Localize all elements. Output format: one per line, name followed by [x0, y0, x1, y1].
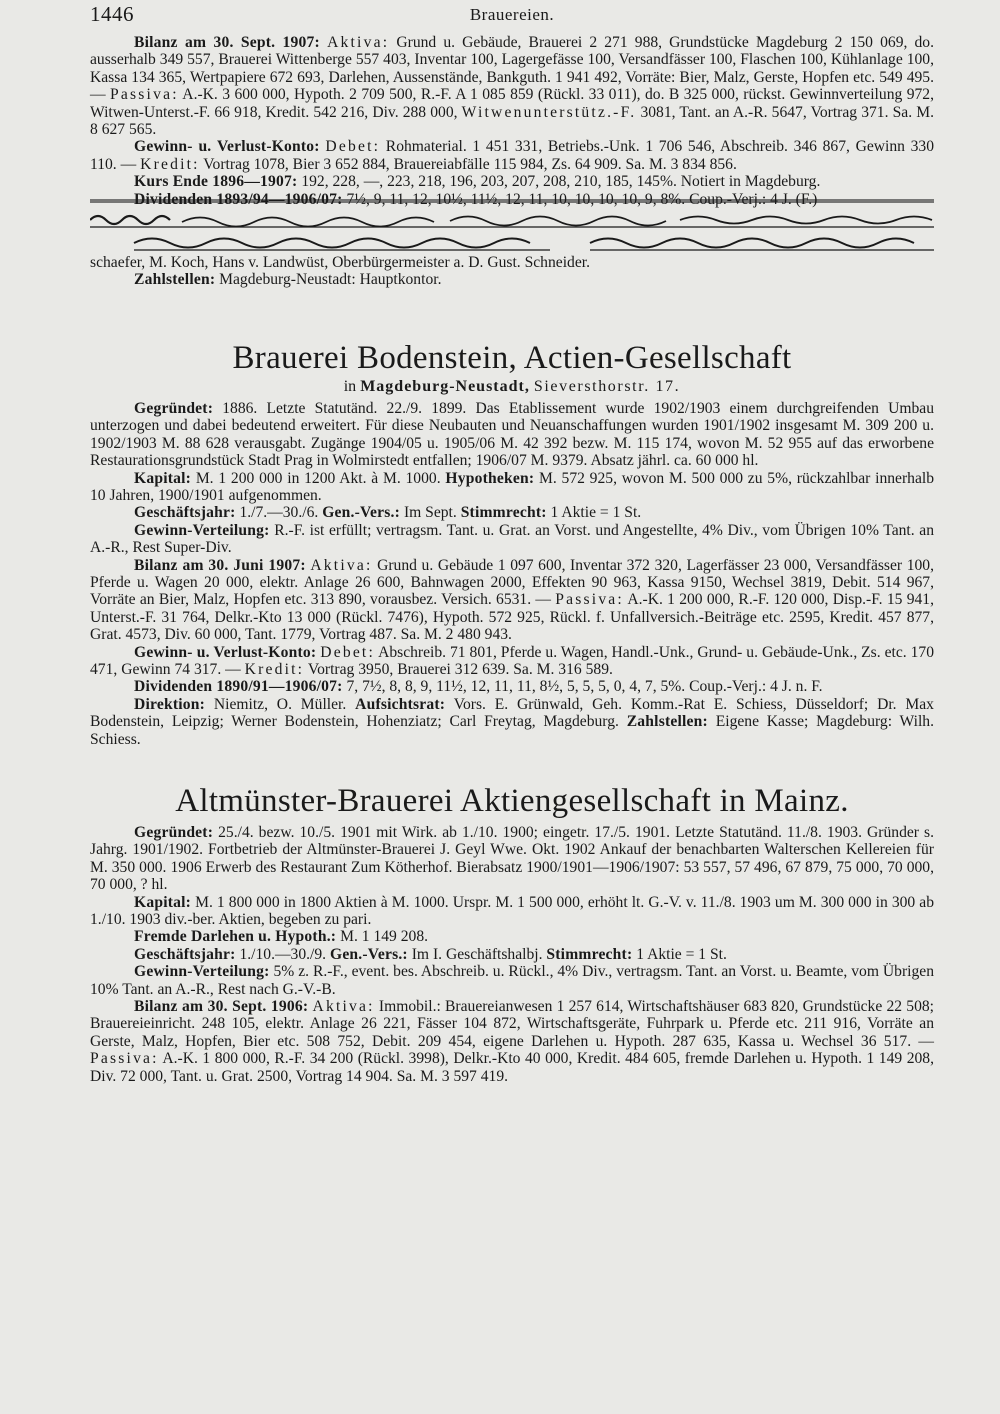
top-gewinn-label: Gewinn- u. Verlust-Konto: — [134, 138, 320, 156]
altmuenster-bilanz-text-2: A.-K. 1 800 000, R.-F. 34 200 (Rückl. 3998), Delkr.-Kto 40 000, Kredit. 484 605, fremde Darlehen u. Hypoth. 1 149 208, Div. 72 000, Tant. u. Grat. 2500, Vortrag 14 904. Sa. M. 3 597 419. — [90, 1050, 934, 1085]
altmuenster-kapital — [90, 894, 934, 929]
running-head — [90, 0, 934, 34]
altmuenster-gewinnverteilung — [90, 963, 934, 998]
bodenstein-zahlstellen-label: Zahlstellen: — [626, 713, 708, 731]
top-entry — [90, 34, 934, 289]
bodenstein-dividenden — [90, 678, 934, 695]
bodenstein-genvers-label: Gen.-Vers.: — [322, 504, 401, 522]
bodenstein-subtitle-in: in — [343, 377, 357, 395]
bodenstein-gegruendet-label: Gegründet: — [134, 399, 214, 417]
altmuenster-gewinnverteilung-text: 5% z. R.-F., event. bes. Abschreib. u. Rückl., 4% Div., vertragsm. Tant. an Vorst. u. Beamte, vom Übrigen 10% Tant. an A.-R., Rest nach G.-V.-B. — [90, 963, 934, 998]
bodenstein-stimmrecht-label: Stimmrecht: — [460, 504, 547, 522]
altmuenster-title: Altmünster-Brauerei Aktiengesellschaft in Mainz. — [175, 783, 849, 819]
altmuenster-bilanz-text-1: Immobil.: Brauereianwesen 1 257 614, Wirtschaftshäuser 683 820, Grundstücke 22 508; Brauereieinricht. 248 105, elektr. Anlage 26 221, Fässer 104 872, Wirtschaftsgeräte, Fuhrpark u. Pferde etc. 211 916, Vorräte an Gerste, Malz, Hopfen, Bier etc. 508 752, Debit. 209 454, eigene Darlehen u. Hypoth. 287 635, Kassa u. Wechsel 36 517. — — [90, 998, 934, 1050]
print-damage-strike — [90, 199, 934, 203]
bodenstein-gegruendet-text: 1886. Letzte Statutänd. 22./9. 1899. Das Etablissement wurde 1902/1903 einem durchgreifenden Umbau unterzogen und dabei bedeutend erweitert. Für diese Neubauten und Neuanschaffungen wurden 1901/1902 insgesamt M. 309 200 u. 1902/1903 M. 88 628 verausgabt. Zugänge 1904/05 u. 1905/06 M. 42 392 bezw. M. 115 174, wovon M. 52 955 auf das erworbene Restaurationsgrundstück Stadt Prag in Wolmirstedt entfallen; 1906/07 M. 9379. Absatz jährl. ca. 60 000 hl. — [90, 399, 934, 470]
altmuenster-passiva-label: Passiva: — [90, 1050, 159, 1068]
top-bilanz-witwen: Witwenunterstütz.-F. — [461, 103, 637, 121]
bodenstein-hypotheken-label: Hypotheken: — [445, 469, 535, 487]
top-dividenden-paragraph — [90, 191, 934, 208]
altmuenster-stimmrecht-label: Stimmrecht: — [546, 945, 633, 963]
altmuenster-fremde-darlehen — [90, 928, 934, 945]
section-gap-2 — [90, 748, 934, 782]
bodenstein-bilanz-text-2: A.-K. 1 200 000, R.-F. 120 000, Disp.-F. 15 941, Unterst.-F. 31 764, Delkr.-Kto 13 000 (Rückl. 7476), Hypoth. 572 925, Rückl. f. Unfallversich.-Beiträge etc. 2595, Kredit. 457 877, Grat. 4573, Div. 60 000, Tant. 1779, Vortrag 487. Sa. M. 2 480 943. — [90, 591, 934, 644]
altmuenster-fremde-label: Fremde Darlehen u. Hypoth.: — [134, 928, 337, 946]
bodenstein-kapital — [90, 470, 934, 505]
top-gewinn-kredit-label: Kredit: — [140, 155, 200, 173]
bodenstein-zahlstellen-text: Eigene Kasse; Magdeburg: Wilh. Schiess. — [90, 713, 934, 748]
bodenstein-geschaeftsjahr — [90, 504, 934, 521]
bodenstein-gewinn-text-1: Abschreib. 71 801, Pferde u. Wagen, Handl.-Unk., Grund- u. Gebäude-Unk., Zs. etc. 170 471, Gewinn 74 317. — — [90, 643, 935, 678]
bodenstein-kapital-text: M. 1 200 000 in 1200 Akt. à M. 1000. — [191, 469, 446, 487]
bodenstein-aktiva-label: Aktiva: — [310, 556, 373, 574]
altmuenster-gegruendet — [90, 824, 934, 894]
top-gewinn-debet-label: Debet: — [325, 138, 381, 156]
bodenstein-direktion — [90, 696, 934, 748]
top-bilanz-text-2: A.-K. 3 600 000, Hypoth. 2 709 500, R.-F. A 1 085 859 (Rückl. 33 011), do. B 325 000, rückst. Gewinnverteilung 972, Witwen-Unterst.-F. 66 918, Kredit. 542 216, Div. 288 000, — [90, 86, 934, 121]
bodenstein-genvers-text: Im Sept. — [400, 504, 461, 522]
top-kurs-text: 192, 228, —, 223, 218, 196, 203, 207, 208, 210, 185, 145%. Notiert in Magdeburg. — [297, 173, 821, 191]
illegible-print-mark-2 — [90, 232, 934, 252]
altmuenster-bilanz — [90, 998, 934, 1085]
bodenstein-direktion-text: Niemitz, O. Müller. — [205, 695, 356, 713]
top-zahlstellen-text: Magdeburg-Neustadt: Hauptkontor. — [215, 271, 442, 289]
bodenstein-bilanz-text-1: Grund u. Gebäude 1 097 600, Inventar 372 320, Lagerfässer 23 000, Versandfässer 100, Pferde u. Wagen 20 000, elektr. Anlage 26 600, Bahnwagen 2000, Effekten 90 963, Kassa 9150, Wechsel 3819, Debit. 514 967, Vorräte an Bier, Malz, Hopfen etc. 313 890, vorausbez. Versich. 6531. — — [90, 556, 934, 609]
altmuenster-gewinnverteilung-label: Gewinn-Verteilung: — [134, 963, 270, 981]
bodenstein-gewinn-label: Gewinn- u. Verlust-Konto: — [134, 643, 317, 661]
top-bilanz-aktiva-label: Aktiva: — [327, 34, 390, 51]
bodenstein-stimmrecht-text: 1 Aktie = 1 St. — [546, 504, 642, 522]
illegible-line-2 — [90, 232, 934, 252]
bodenstein-geschaeftsjahr-text: 1./7.—30./6. — [235, 504, 323, 522]
altmuenster-genvers-label: Gen.-Vers.: — [329, 945, 408, 963]
altmuenster-gegruendet-text: 25./4. bezw. 10./5. 1901 mit Wirk. ab 1./10. 1900; eingetr. 17./5. 1901. Letzte Statutänd. 11./8. 1903. Gründer s. Jahrg. 1901/1902. Fortbetrieb der Altmünster-Brauerei J. Geyl Wwe. Okt. 1902 Ankauf der benachbarten Walterschen Kellereien für M. 350 000. 1906 Erwerb des Restaurant Zum Kötherhof. Bierabsatz 1900/1901—1906/1907: 53 557, 57 496, 67 879, 75 000, 70 000, 70 000, ? hl. — [90, 824, 934, 894]
illegible-line-1 — [90, 210, 934, 230]
bodenstein-aufsichtsrat-text: Vors. E. Grünwald, Geh. Komm.-Rat E. Schiess, Düsseldorf; Dr. Max Bodenstein, Leipzig; Werner Bodenstein, Hohenziatz; Carl Freytag, Magdeburg. — [90, 695, 934, 731]
altmuenster-stimmrecht-text: 1 Aktie = 1 St. — [632, 945, 727, 963]
section-title: Brauereien. — [469, 5, 555, 24]
top-persons-text: schaefer, M. Koch, Hans v. Landwüst, Oberbürgermeister a. D. Gust. Schneider. — [90, 254, 590, 272]
bodenstein-bilanz — [90, 557, 934, 644]
top-bilanz-text-1: Grund u. Gebäude, Brauerei 2 271 988, Grundstücke Magdeburg 2 150 069, do. ausserhalb 349 557, Brauerei Wittenberge 557 403, Inventar 100, Lagergefässe 100, Versandfässer 100, Flaschen 100, Kühlanlage 100, Kassa 134 365, Wertpapiere 672 693, Darlehen, Aussenstände, Bankguth. 1 941 492, Vorräte: Bier, Malz, Gerste, Hopfen etc. 549 495. — — [90, 34, 934, 104]
bodenstein-bilanz-label: Bilanz am 30. Juni 1907: — [134, 556, 306, 574]
bodenstein-gewinnverteilung-text: R.-F. ist erfüllt; vertragsm. Tant. u. Grat. an Vorst. und Angestellte, 4% Div., vom Übrigen 10% Tant. an A.-R., Rest Super-Div. — [90, 521, 934, 557]
top-persons-tail — [90, 254, 934, 271]
altmuenster-kapital-text: M. 1 800 000 in 1800 Aktien à M. 1000. Urspr. M. 1 500 000, erhöht lt. G.-V. v. 11./8. 1903 um M. 300 000 in 300 ab 1./10. 1903 div.-ber. Aktien, begeben zu pari. — [90, 893, 934, 929]
bodenstein-geschaeftsjahr-label: Geschäftsjahr: — [134, 504, 236, 522]
bodenstein-gewinnverteilung-label: Gewinn-Verteilung: — [134, 521, 270, 539]
bodenstein-title: Brauerei Bodenstein, Actien-Gesellschaft — [232, 339, 792, 376]
altmuenster-fremde-text: M. 1 149 208. — [336, 928, 429, 946]
top-bilanz-paragraph — [90, 34, 934, 138]
bodenstein-direktion-label: Direktion: — [134, 695, 206, 713]
bodenstein-dividenden-label: Dividenden 1890/91—1906/07: — [134, 678, 343, 696]
altmuenster-geschaeftsjahr-label: Geschäftsjahr: — [134, 945, 236, 963]
bodenstein-hypotheken-text: M. 572 925, wovon M. 500 000 zu 5%, rückzahlbar innerhalb 10 Jahren, 1900/1901 aufgenommen. — [90, 469, 934, 504]
bodenstein-passiva-label: Passiva: — [555, 591, 624, 609]
top-bilanz-passiva-label: Passiva: — [110, 86, 179, 104]
bodenstein-gewinnverteilung — [90, 522, 934, 557]
bodenstein-entry — [90, 339, 934, 748]
top-gewinn-text-2: Vortrag 1078, Bier 3 652 884, Brauereiabfälle 115 984, Zs. 64 909. Sa. M. 3 834 856. — [199, 155, 737, 173]
altmuenster-kapital-label: Kapital: — [134, 893, 192, 911]
top-gewinn-text-1: Rohmaterial. 1 451 331, Betriebs.-Unk. 1 706 546, Abschreib. 346 867, Gewinn 330 110. — — [90, 138, 934, 173]
altmuenster-geschaeftsjahr-text: 1./10.—30./9. — [235, 945, 330, 963]
bodenstein-street: Sieversthorstr. 17. — [533, 377, 681, 395]
bodenstein-kapital-label: Kapital: — [134, 469, 192, 487]
bodenstein-subtitle — [90, 377, 934, 397]
bodenstein-city: Magdeburg-Neustadt, — [360, 377, 530, 395]
illegible-print-mark-1 — [90, 210, 934, 230]
bodenstein-gewinn-text-2: Vortrag 3950, Brauerei 312 639. Sa. M. 316 589. — [304, 660, 613, 678]
bodenstein-dividenden-text: 7, 7½, 8, 8, 9, 11½, 12, 11, 11, 8½, 5, 5, 5, 0, 4, 7, 5%. Coup.-Verj.: 4 J. n. F. — [342, 678, 823, 696]
section-gap — [90, 289, 934, 339]
bodenstein-gegruendet — [90, 400, 934, 470]
top-kurs-label: Kurs Ende 1896—1907: — [134, 173, 298, 191]
bodenstein-aufsichtsrat-label: Aufsichtsrat: — [355, 695, 446, 713]
bodenstein-gewinn — [90, 644, 934, 679]
bodenstein-debet-label: Debet: — [320, 643, 375, 661]
altmuenster-geschaeftsjahr — [90, 946, 934, 963]
top-gewinn-paragraph — [90, 138, 934, 173]
altmuenster-aktiva-label: Aktiva: — [312, 998, 375, 1016]
page-number: 1446 — [90, 2, 134, 26]
top-bilanz-text-3: 3081, Tant. an A.-R. 5647, Vortrag 371. Sa. M. 8 627 565. — [90, 103, 934, 139]
top-zahlstellen-paragraph — [90, 271, 934, 288]
top-bilanz-label: Bilanz am 30. Sept. 1907: — [134, 34, 320, 51]
altmuenster-genvers-text: Im I. Geschäftshalbj. — [407, 945, 547, 963]
altmuenster-entry — [90, 782, 934, 1085]
top-zahlstellen-label: Zahlstellen: — [134, 271, 216, 289]
altmuenster-gegruendet-label: Gegründet: — [134, 824, 214, 841]
altmuenster-bilanz-label: Bilanz am 30. Sept. 1906: — [134, 998, 309, 1016]
bodenstein-kredit-label: Kredit: — [244, 660, 305, 678]
top-kurs-paragraph — [90, 173, 934, 190]
